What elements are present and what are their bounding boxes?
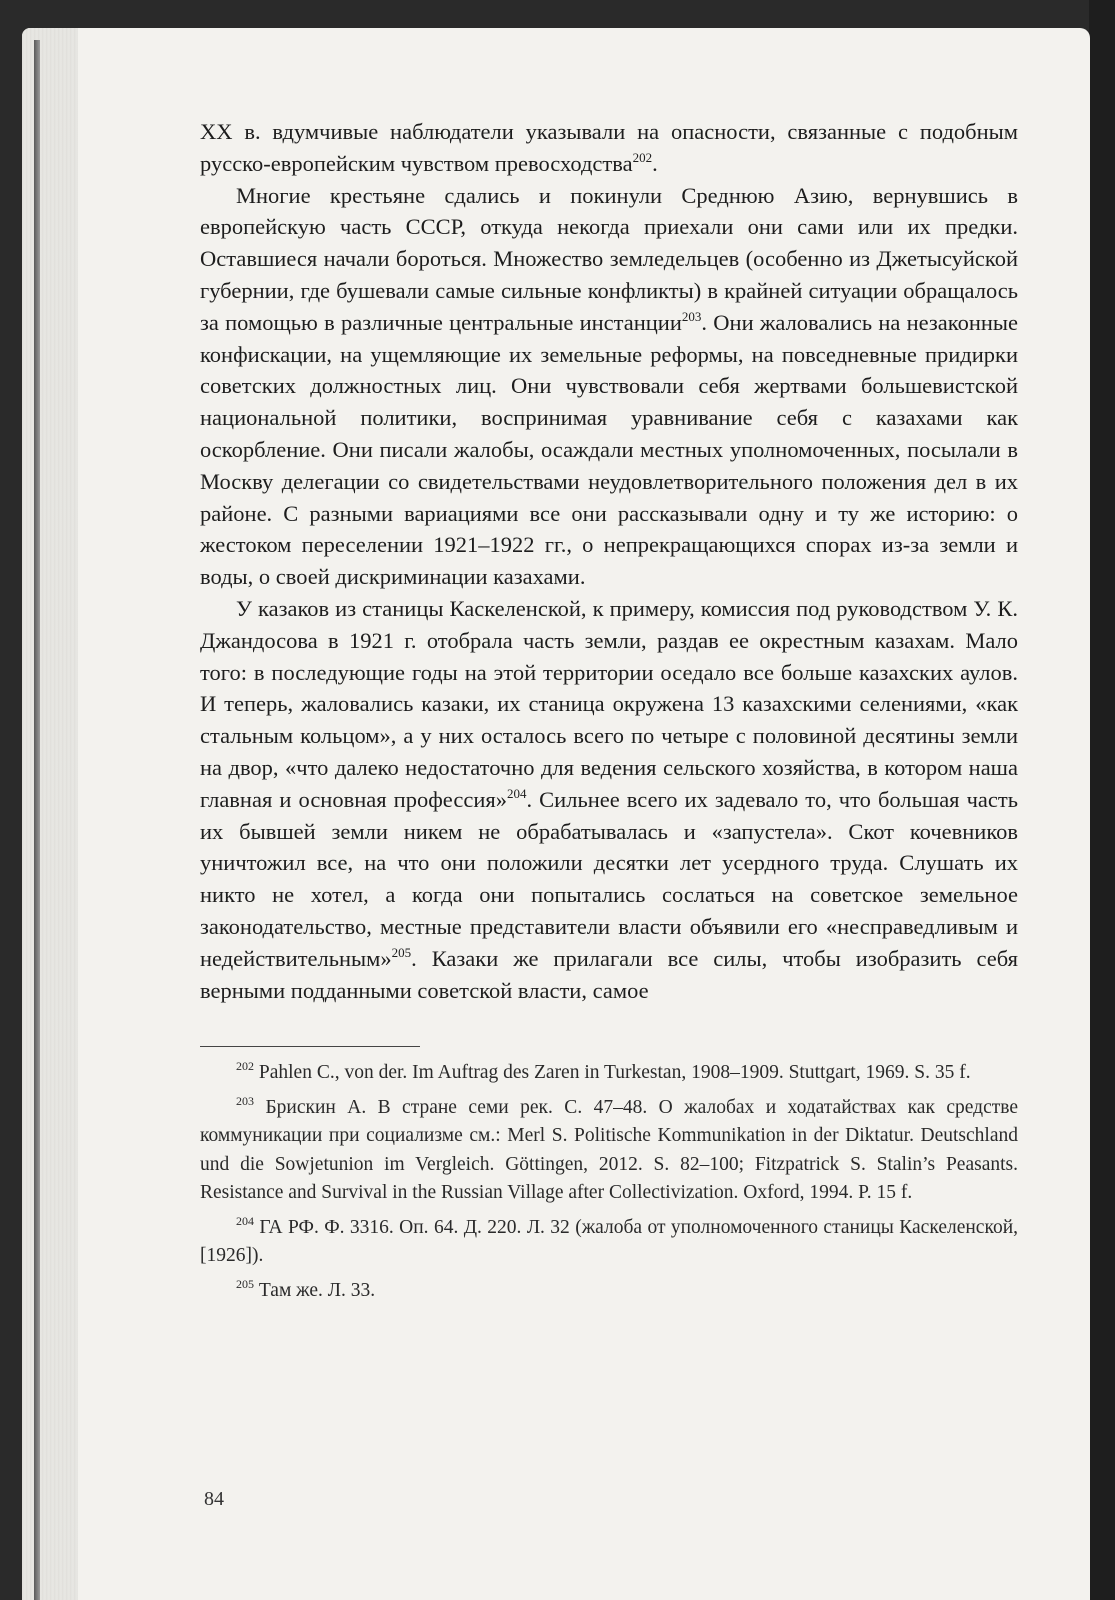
footnote-text: Брискин А. В стране семи рек. С. 47–48. О жалобах и ходатайствах как средстве коммуникации при социализме см.: Merl S. Politische Kommunikation in der Diktatur. Deutschland und die Sowjetunion im Vergleich. Göttingen, 2012. S. 82–100; Fitzpatrick S. Stalin’s Peasants. Resistance and Survival in the Russian Village after Collectivization. Oxford, 1994. P. 15 f. [200, 1096, 1019, 1204]
page-content [200, 116, 1018, 1311]
paragraph-2 [200, 180, 1018, 593]
footnote-ref-204[interactable]: 204 [506, 785, 527, 801]
page-stack-edge [22, 28, 78, 1600]
footnote-202 [200, 1059, 1018, 1088]
paragraph-1-tail: . [652, 150, 658, 176]
footnote-separator [200, 1046, 420, 1047]
footnote-ref-205[interactable]: 205 [391, 944, 412, 960]
paragraph-3 [200, 593, 1018, 1006]
paragraph-2-text-b: . Они жаловались на незаконные конфискации, на ущемляющие их земельные реформы, на повседневные придирки советских должностных лиц. Они чувствовали себя жертвами большевистской национальной политики, воспринимая уравнивание себя с казахами как оскорбление. Они писали жалобы, осаждали местных уполномоченных, посылали в Москву делегации со свидетельствами неудовлетворительного положения дел в их районе. С разными вариациями все они рассказывали одну и ту же историю: о жестоком переселении 1921–1922 гг., о непрекращающихся спорах из-за земли и воды, о своей дискриминации казахами. [200, 309, 1019, 590]
paragraph-1-text: XX в. вдумчивые наблюдатели указывали на опасности, связанные с подобным русско-европейским чувством превосходства [200, 119, 1018, 176]
footnote-text: Там же. Л. 33. [258, 1279, 376, 1301]
paragraph-3-text-a: У казаков из станицы Каскеленской, к примеру, комиссия под руководством У. К. Джандосова в 1921 г. отобрала часть земли, раздав ее окрестным казахам. Мало того: в последующие годы на этой территории оседало все больше казахских аулов. И теперь, жаловались казаки, их станица окружена 13 казахскими селениями, «как стальным кольцом», а у них осталось всего по четыре с половиной десятины земли на двор, «что далеко недостаточно для ведения сельского хозяйства, в котором наша главная и основная профессия» [200, 595, 1018, 812]
footnote-204 [200, 1214, 1018, 1271]
footnote-203 [200, 1094, 1018, 1208]
footnote-number: 204 [236, 1213, 254, 1228]
paragraph-3-text-c: . Казаки же прилагали все силы, чтобы изобразить себя верными подданными советской власти, самое [200, 945, 1018, 1003]
paragraph-1 [200, 116, 1018, 180]
footnote-number: 203 [236, 1093, 254, 1108]
footnotes [200, 1059, 1018, 1305]
footnote-205 [200, 1277, 1018, 1306]
paragraph-3-text-b: . Сильнее всего их задевало то, что большая часть их бывшей земли никем не обрабатывалась и «запустела». Скот кочевников уничтожил все, на что они положили десятки лет усердного труда. Слушать их никто не хотел, а когда они попытались сослаться на советское земельное законодательство, местные представители власти объявили его «несправедливым и недействительным» [200, 786, 1018, 971]
footnote-text: ГА РФ. Ф. 3316. Оп. 64. Д. 220. Л. 32 (жалоба от уполномоченного станицы Каскеленской, [1926]). [200, 1216, 1019, 1267]
footnote-ref-202[interactable]: 202 [632, 149, 653, 165]
footnote-text: Pahlen C., von der. Im Auftrag des Zaren in Turkestan, 1908–1909. Stuttgart, 1969. S. 35 f. [258, 1062, 971, 1084]
main-text [200, 116, 1018, 1006]
binding-shadow [34, 40, 40, 1600]
paragraph-2-text-a: Многие крестьяне сдались и покинули Среднюю Азию, вернувшись в европейскую часть СССР, откуда некогда приехали они сами или их предки. Оставшиеся начали бороться. Множество земледельцев (особенно из Джетысуйской губернии, где бушевали самые сильные конфликты) в крайней ситуации обращалось за помощью в различные центральные инстанции [200, 182, 1018, 335]
background-edge [1089, 0, 1115, 1600]
footnote-ref-203[interactable]: 203 [681, 308, 702, 324]
footnote-number: 202 [236, 1059, 254, 1074]
footnote-number: 205 [236, 1276, 254, 1291]
page-number: 84 [204, 1488, 224, 1510]
